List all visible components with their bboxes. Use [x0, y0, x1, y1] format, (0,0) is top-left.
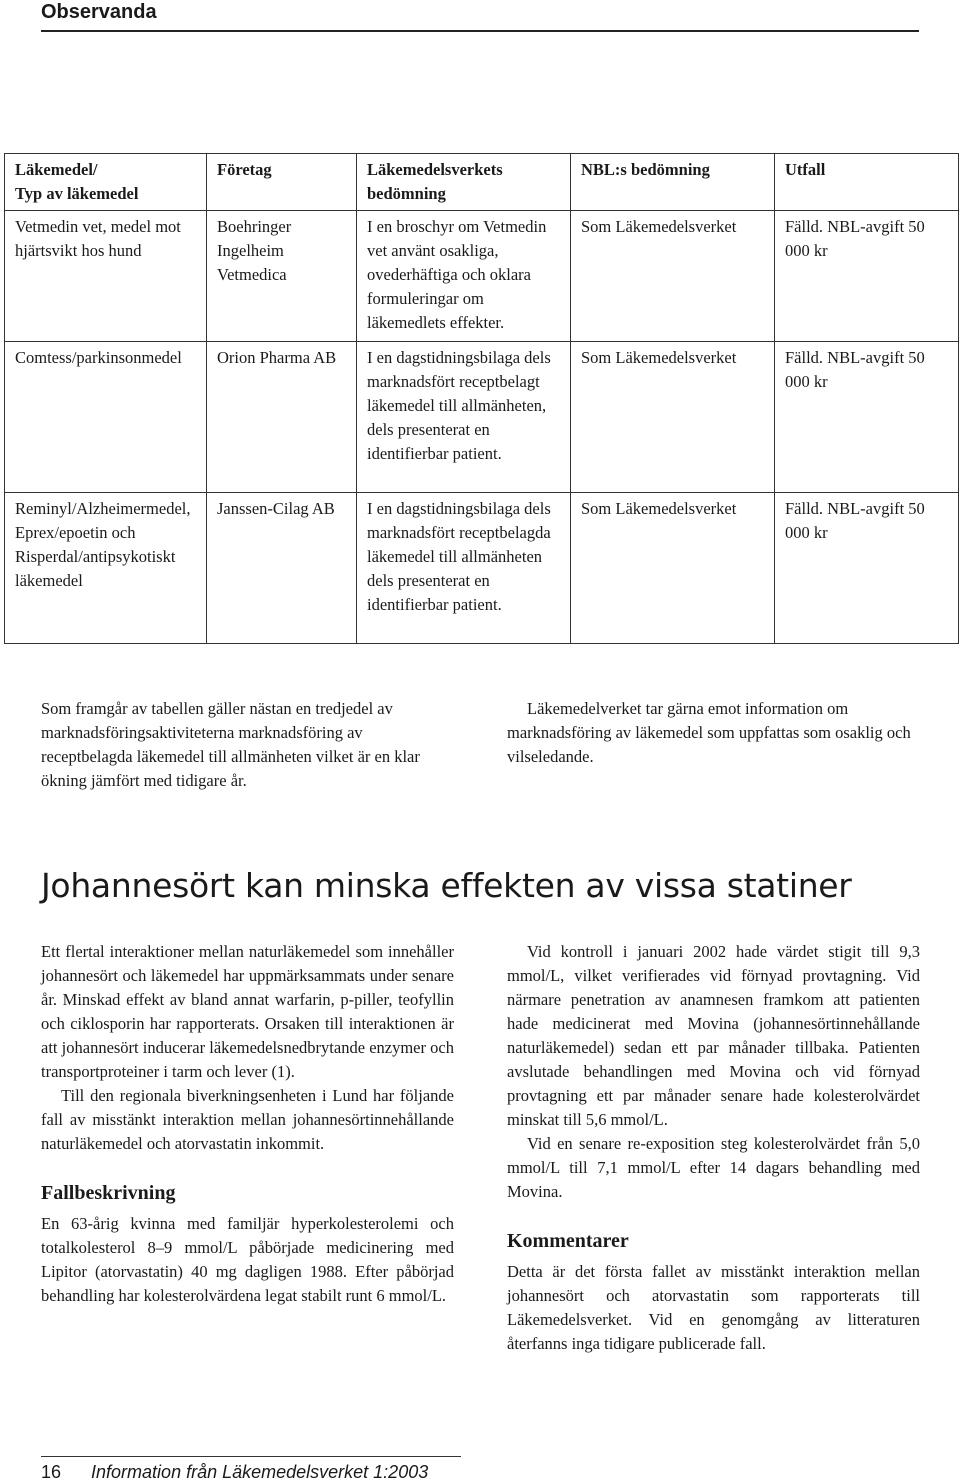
cell-outcome: Fälld. NBL-avgift 50 000 kr — [775, 342, 959, 493]
publication-name: Information från Läkemedelsverket 1:2003 — [91, 1462, 429, 1482]
table-row — [5, 493, 959, 644]
footer-rule — [41, 1456, 461, 1457]
subhead-kommentarer: Kommentarer — [507, 1230, 629, 1252]
marketing-violations-table — [4, 153, 959, 644]
article-right-column — [507, 940, 920, 1356]
col-header-company: Företag — [207, 154, 357, 211]
cell-nbl: Som Läkemedelsverket — [571, 342, 775, 493]
top-rule — [41, 30, 919, 32]
page-number: 16 — [41, 1462, 62, 1482]
cell-mpa: I en dagstidningsbilaga dels marknadsfört receptbelagt läkemedel till allmänheten, dels presenterat en identifierbar patient. — [357, 342, 571, 493]
page-footer — [41, 1460, 428, 1484]
table-row — [5, 211, 959, 342]
col-header-mpa-assessment: Läkemedelsverkets bedömning — [357, 154, 571, 211]
cell-company: Orion Pharma AB — [207, 342, 357, 493]
section-label: Observanda — [41, 1, 157, 23]
article-right-p2: Vid en senare re-exposition steg kolesterolvärdet från 5,0 mmol/L till 7,1 mmol/L efter 14 dagars behandling med Movina. — [507, 1134, 920, 1201]
cell-drug: Vetmedin vet, medel mot hjärtsvikt hos hund — [5, 211, 207, 342]
cell-drug: Comtess/parkinsonmedel — [5, 342, 207, 493]
article-left-column — [41, 940, 454, 1308]
col-header-nbl-assessment: NBL:s bedömning — [571, 154, 775, 211]
summary-right — [507, 697, 922, 769]
article-left-p2: Till den regionala biverkningsenheten i Lund har följande fall av misstänkt interaktion mellan johannesörtinnehållande naturläkemedel och atorvastatin inkommit. — [41, 1086, 454, 1153]
article-right-p1: Vid kontroll i januari 2002 hade värdet stigit till 9,3 mmol/L, vilket verifierades vid förnyad provtagning. Vid närmare penetration av anamnesen framkom att patienten hade medicinerat med Movina (johannesörtinnehållande naturläkemedel) sedan ett par månader tillbaka. Patienten avslutade behandlingen med Movina och vid förnyad provtagning ett par månader senare hade kolesterolvärdet minskat till 5,6 mmol/L. — [507, 942, 920, 1129]
article-right-p3: Detta är det första fallet av misstänkt interaktion mellan johannesört och atorvastatin som rapporterats till Läkemedelsverket. Vid en genomgång av litteraturen återfanns inga tidigare publicerade fall. — [507, 1262, 920, 1353]
cell-outcome: Fälld. NBL-avgift 50 000 kr — [775, 211, 959, 342]
cell-nbl: Som Läkemedelsverket — [571, 493, 775, 644]
summary-right-text: Läkemedelverket tar gärna emot information om marknadsföring av läkemedel som uppfattas som osaklig och vilseledande. — [507, 699, 911, 766]
cell-nbl: Som Läkemedelsverket — [571, 211, 775, 342]
article-headline: Johannesört kan minska effekten av vissa statiner — [41, 866, 852, 905]
cell-mpa: I en broschyr om Vetmedin vet använt osakliga, ovederhäftiga och oklara formuleringar om läkemedlets effekter. — [357, 211, 571, 342]
article-left-p3: En 63-årig kvinna med familjär hyperkolesterolemi och totalkolesterol 8–9 mmol/L påbörjade medicinering med Lipitor (atorvastatin) 40 mg dagligen 1988. Efter påbörjad behandling har kolesterolvärdena legat stabilt runt 6 mmol/L. — [41, 1214, 454, 1305]
subhead-fallbeskrivning: Fallbeskrivning — [41, 1182, 176, 1204]
cell-company: Boehringer Ingelheim Vetmedica — [207, 211, 357, 342]
cell-company: Janssen-Cilag AB — [207, 493, 357, 644]
cell-outcome: Fälld. NBL-avgift 50 000 kr — [775, 493, 959, 644]
article-left-p1: Ett flertal interaktioner mellan naturläkemedel som innehåller johannesört och läkemedel har uppmärksammats under senare år. Minskad effekt av bland annat warfarin, p-piller, teofyllin och ciklosporin har rapporterats. Orsaken till interaktionen är att johannesört inducerar läkemedelsnedbrytande enzymer och transportproteiner i tarm och lever (1). — [41, 942, 454, 1081]
summary-left — [41, 697, 456, 793]
col-header-outcome: Utfall — [775, 154, 959, 211]
table-row — [5, 342, 959, 493]
summary-left-text: Som framgår av tabellen gäller nästan en tredjedel av marknadsföringsaktiviteterna marknadsföring av receptbelagda läkemedel till allmänheten vilket är en klar ökning jämfört med tidigare år. — [41, 699, 420, 790]
col-header-drug: Läkemedel/ Typ av läkemedel — [5, 154, 207, 211]
cell-drug: Reminyl/Alzheimermedel, Eprex/epoetin och Risperdal/antipsykotiskt läkemedel — [5, 493, 207, 644]
cell-mpa: I en dagstidningsbilaga dels marknadsfört receptbelagda läkemedel till allmänheten dels presenterat en identifierbar patient. — [357, 493, 571, 644]
table-header-row — [5, 154, 959, 211]
